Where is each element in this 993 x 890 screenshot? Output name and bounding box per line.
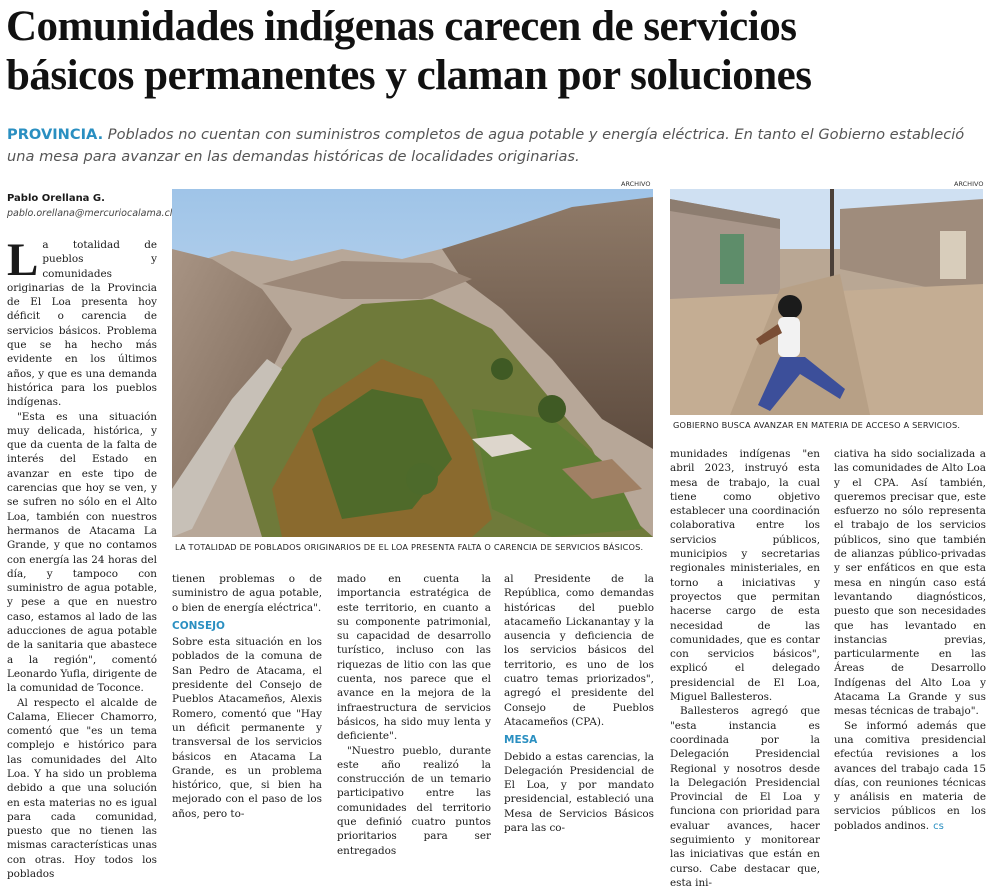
paragraph-continued: mado en cuenta la importancia estratégica de este territorio, en cuanto a su componente patrimonial, su capacidad de desarrollo turístico, incluso con las riquezas de litio con las que cuenta, nos parece que el avance en la mejora de la infraestructura de servicios básicos, ha sido muy lenta y deficiente". — [337, 573, 491, 743]
paragraph-comitiva: Se informó además que una comitiva presidencial efectúa revisiones a los avances del trabajo cada 15 días, con reuniones técnicas y análisis en materia de servicios públicos en los poblados andinos. cs — [834, 719, 986, 832]
byline-email[interactable]: pablo.orellana@mercuriocalama.cl — [7, 208, 173, 219]
subhead-mesa: MESA — [504, 734, 538, 747]
column-5 — [670, 447, 820, 889]
paragraph-continued: al Presidente de la República, como demandas históricas del pueblo atacameño Lickanantay y la ausencia y deficiencia de los servicios básicos del territorio, es uno de los cuatro temas priorizados", agregó el presidente del Consejo de Pueblos Atacameños (CPA). — [504, 573, 654, 728]
valley-landscape-image — [172, 189, 653, 537]
dropcap: L — [7, 234, 39, 286]
column-1 — [7, 234, 157, 881]
byline — [7, 191, 173, 221]
paragraph-mesa: Debido a estas carencias, la Delegación Presidencial de El Loa, y por mandato presidencial, estableció una Mesa de Servicios Básicos para las co- — [504, 750, 654, 835]
side-photo-credit: ARCHIVO — [954, 180, 984, 188]
paragraph-temario: "Nuestro pueblo, durante este año realizó la construcción de un temario participativo entre las comunidades del territorio que definió cuatro puntos prioritarios para ser entregados — [337, 744, 491, 857]
column-6 — [834, 447, 986, 832]
subhead-consejo: CONSEJO — [172, 619, 225, 632]
column-2 — [172, 572, 322, 818]
headline-line-1: Comunidades indígenas carecen de servicios — [6, 3, 797, 50]
main-photo-credit: ARCHIVO — [621, 180, 651, 188]
headline — [6, 2, 986, 100]
paragraph-continued: tienen problemas o de suministro de agua potable, o bien de energía eléctrica". — [172, 573, 322, 614]
paragraph-chamorro: Al respecto el alcalde de Calama, Eliecer Chamorro, comentó que "es un tema complejo e histórico para las comunidades del Alto Loa. Y ha sido un problema debido a que una solución en esta materias no es igual para cada comunidad, puesto que no tienen las mismas características unas con otras. Hoy todos los poblados — [7, 696, 157, 881]
byline-author: Pablo Orellana G. — [7, 193, 105, 204]
paragraph-continued: munidades indígenas "en abril 2023, instruyó esta mesa de trabajo, la cual tiene como objetivo establecer una coordinación colaborativa entre los servicios públicos, municipios y secretarias regionales ministeriales, en torno a iniciativas y proyectos que permitan hacerse cargo de esta necesidad de las comunidades, que es contar con servicios básicos", explicó el delegado presidencial de El Loa, Miguel Ballesteros. — [670, 448, 820, 704]
side-photo-caption: GOBIERNO BUSCA AVANZAR EN MATERIA DE ACCESO A SERVICIOS. — [673, 420, 961, 430]
paragraph-ballesteros: Ballesteros agregó que "esta instancia es coordinada por la Delegación Presidencial Regional y nosotros desde la Delegación Presidencial Provincial de El Loa y funciona con prioridad para evaluar avances, hacer seguimiento y monitorear las iniciativas que están en curso. Cabe destacar que, esta ini- — [670, 705, 820, 889]
paragraph-lead: La totalidad de pueblos y comunidades originarias de la Provincia de El Loa presenta hoy déficit o carencia de servicios básicos. Problema que se ha hecho más evidente en los últimos años, y que es una demanda histórica para los pueblos indígenas. — [7, 234, 157, 409]
main-photo — [172, 189, 653, 537]
main-photo-caption: LA TOTALIDAD DE POBLADOS ORIGINARIOS DE EL LOA PRESENTA FALTA O CARENCIA DE SERVICIOS BÁSICOS. — [175, 542, 644, 552]
column-3 — [337, 572, 491, 857]
paragraph-romero: Sobre esta situación en los poblados de la comuna de San Pedro de Atacama, el presidente del Consejo de Pueblos Atacameños, Alexis Romero, comentó que "Hay un déficit permanente y transversal de los servicios básicos en Atacama La Grande, es un problema histórico, que, si bien ha mejorado con el paso de los años, pero to- — [172, 636, 322, 820]
deck-kicker: PROVINCIA. — [7, 126, 104, 143]
paragraph-quote-yufla: "Esta es una situación muy delicada, histórica, y que da cuenta de la falta de interés del Estado en avanzar en este tipo de carencias que hoy se ven, y se sufren no sólo en el Alto Loa, también con nuestros hermanos de Atacama La Grande, y que no contamos con energía las 24 horas del día, y tampoco con suministro de agua potable, y pese a que en nuestro caso, estamos al lado de las aducciones de agua potable de la sanitaria que abastece a la región", comentó Leonardo Yufla, dirigente de la comunidad de Toconce. — [7, 410, 157, 695]
headline-line-2: básicos permanentes y claman por soluciones — [6, 52, 812, 99]
deck-text: Poblados no cuentan con suministros completos de agua potable y energía eléctrica. En tanto el Gobierno estableció una mesa para avanzar en las demandas históricas de localidades originarias. — [7, 126, 965, 165]
side-photo — [670, 189, 983, 415]
deck — [7, 124, 985, 168]
end-mark-icon: cs — [933, 820, 944, 832]
village-street-image — [670, 189, 983, 415]
paragraph-continued: ciativa ha sido socializada a las comunidades de Alto Loa y el CPA. Así también, queremos precisar que, este esfuerzo no sólo representa el trabajo de los servicios públicos, sino que también de alianzas público-privadas y ser enfáticos en que esta mesa en ningún caso está levantando diagnósticos, puesto que son necesidades que has levantado en instancias previas, particularmente en las Áreas de Desarrollo Indígenas del Alto Loa y Atacama La Grande y sus mesas técnicas de trabajo". — [834, 448, 986, 718]
column-4 — [504, 572, 654, 835]
